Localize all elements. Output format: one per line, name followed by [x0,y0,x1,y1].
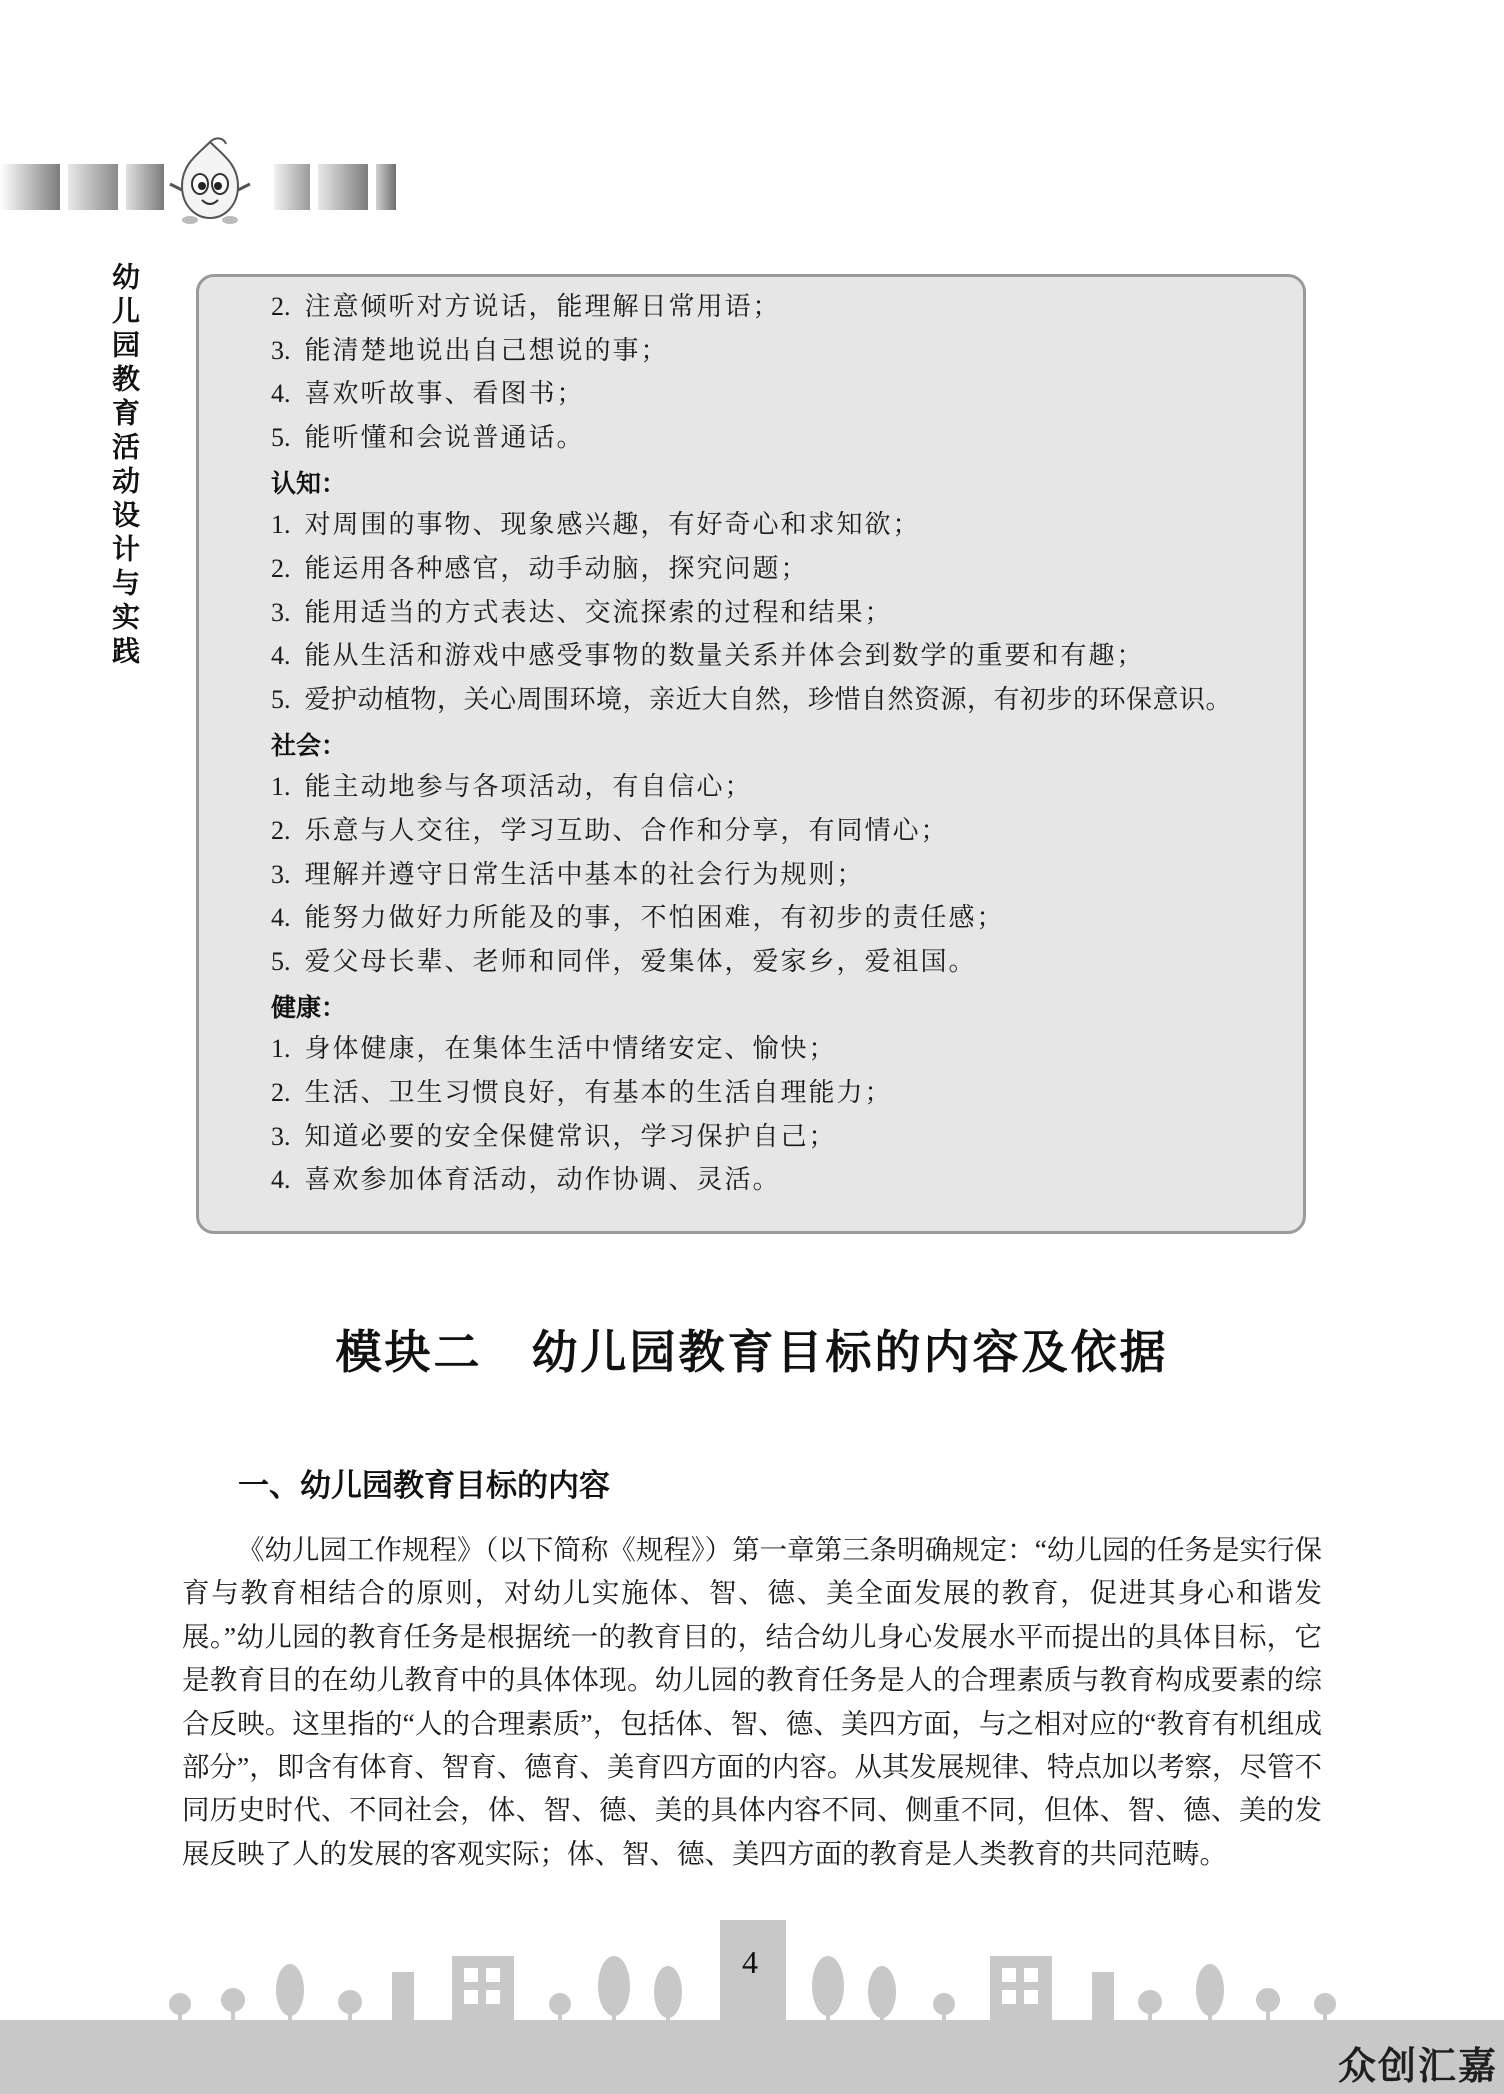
list-item: 4. 喜欢听故事、看图书； [271,379,585,410]
health-heading: 健康： [271,993,347,1023]
list-item: 3. 知道必要的安全保健常识，学习保护自己； [271,1121,837,1152]
list-item: 5. 爱父母长辈、老师和同伴，爱集体，爱家乡，爱祖国。 [271,946,977,977]
society-heading: 社会： [271,731,347,761]
watermark-logo: 众创汇嘉 [1337,2044,1498,2088]
body-text [182,1528,1322,1875]
section-heading: 一、幼儿园教育目标的内容 [238,1468,610,1504]
book-title-vertical: 幼儿园教育活动设计与实践 [108,262,141,670]
list-item: 2. 能运用各种感官，动手动脑，探究问题； [271,553,809,584]
list-item: 3. 能清楚地说出自己想说的事； [271,335,669,366]
cognition-heading: 认知： [271,469,347,499]
list-item: 5. 爱护动植物，关心周围环境，亲近大自然，珍惜自然资源，有初步的环保意识。 [271,684,1233,715]
list-item: 4. 喜欢参加体育活动，动作协调、灵活。 [271,1165,781,1196]
list-item: 5. 能听懂和会说普通话。 [271,422,585,453]
list-item: 2. 生活、卫生习惯良好，有基本的生活自理能力； [271,1077,893,1108]
list-item: 3. 理解并遵守日常生活中基本的社会行为规则； [271,859,865,890]
list-item: 1. 身体健康，在集体生活中情绪安定、愉快； [271,1034,837,1065]
mascot-droplet-icon [160,134,260,226]
list-item: 2. 乐意与人交往，学习互助、合作和分享，有同情心； [271,815,949,846]
footer-city-illustration [0,1880,1504,2094]
list-item: 2. 注意倾听对方说话，能理解日常用语； [271,292,781,322]
module-title: 模块二 幼儿园教育目标的内容及依据 [335,1325,1169,1379]
body-paragraph: 《幼儿园工作规程》（以下简称《规程》）第一章第三条明确规定：“幼儿园的任务是实行保育与教育相结合的原则，对幼儿实施体、智、德、美全面发展的教育，促进其身心和谐发展。”幼儿园的教育任务是根据统一的教育目的，结合幼儿身心发展水平而提出的具体目标，它是教育目的在幼儿教育中的具体体现。幼儿园的教育任务是人的合理素质与教育构成要素的综合反映。这里指的“人的合理素质”，包括体、智、德、美四方面，与之相对应的“教育有机组成部分”，即含有体育、智育、德育、美育四方面的内容。从其发展规律、特点加以考察，尽管不同历史时代、不同社会，体、智、德、美的具体内容不同、侧重不同，但体、智、德、美的发展反映了人的发展的客观实际；体、智、德、美四方面的教育是人类教育的共同范畴。 [182,1534,1322,1869]
page-number: 4 [742,1944,758,1980]
list-item: 3. 能用适当的方式表达、交流探索的过程和结果； [271,597,893,628]
list-item: 4. 能努力做好力所能及的事，不怕困难，有初步的责任感； [271,903,1005,934]
list-item: 1. 对周围的事物、现象感兴趣，有好奇心和求知欲； [271,510,921,541]
list-item: 4. 能从生活和游戏中感受事物的数量关系并体会到数学的重要和有趣； [271,641,1145,672]
goals-box [196,274,1306,1234]
list-item: 1. 能主动地参与各项活动，有自信心； [271,772,753,803]
